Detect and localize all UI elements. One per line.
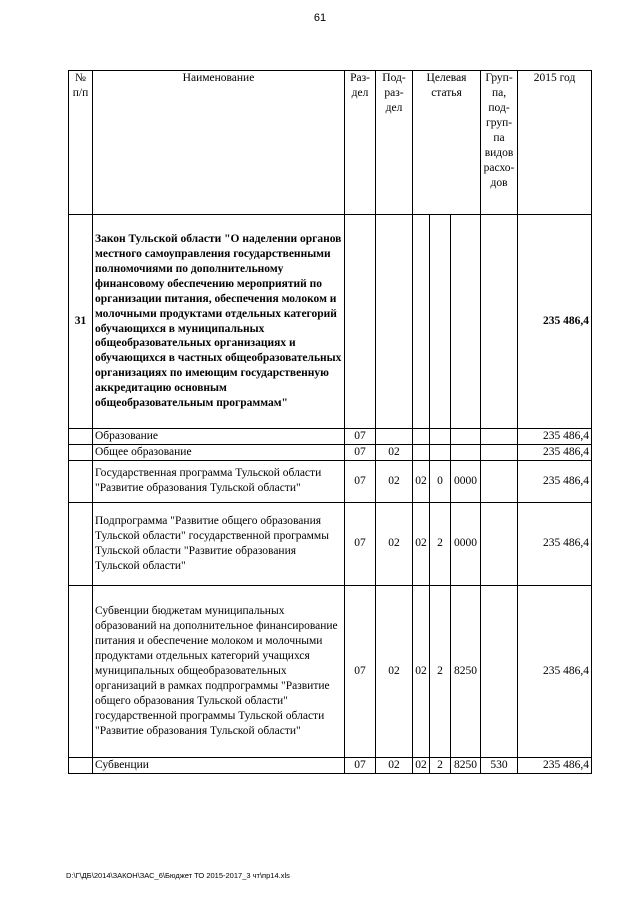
page-number: 61 [313, 12, 327, 24]
table-row [69, 585, 592, 757]
expense-group-cell [481, 444, 518, 460]
table-row [69, 444, 592, 460]
expense-group-cell: 530 [481, 757, 518, 773]
row-name-cell: Государственная программа Тульской области "Развитие образования Тульской области" [93, 460, 345, 502]
target-direction-cell: 8250 [451, 757, 481, 773]
podrazdel-cell [376, 215, 413, 429]
header-name: Наименование [93, 71, 345, 215]
expense-group-cell [481, 460, 518, 502]
razdel-cell: 07 [345, 757, 376, 773]
razdel-cell: 07 [345, 429, 376, 445]
header-row [69, 71, 592, 215]
target-direction-cell [451, 444, 481, 460]
row-number-cell [69, 460, 93, 502]
amount-cell: 235 486,4 [518, 757, 592, 773]
target-direction-cell [451, 215, 481, 429]
row-name-cell: Образование [93, 429, 345, 445]
expense-group-cell [481, 502, 518, 585]
header-group: Груп- па, под- груп- па видов расхо- дов [481, 71, 518, 215]
amount-cell: 235 486,4 [518, 502, 592, 585]
amount-cell: 235 486,4 [518, 460, 592, 502]
target-program-cell [413, 444, 430, 460]
row-number-cell [69, 429, 93, 445]
table-row [69, 429, 592, 445]
razdel-cell [345, 215, 376, 429]
target-subprogram-cell: 2 [430, 757, 451, 773]
expense-group-cell [481, 215, 518, 429]
razdel-cell: 07 [345, 502, 376, 585]
target-subprogram-cell [430, 444, 451, 460]
target-program-cell: 02 [413, 585, 430, 757]
podrazdel-cell: 02 [376, 444, 413, 460]
razdel-cell: 07 [345, 460, 376, 502]
header-num: № п/п [69, 71, 93, 215]
table-body [69, 71, 592, 774]
table-row [69, 460, 592, 502]
target-program-cell: 02 [413, 502, 430, 585]
razdel-cell: 07 [345, 444, 376, 460]
row-name-cell: Субвенции бюджетам муниципальных образований на дополнительное финансирование питания и обеспечение молоком и молочными продуктами отдельных категорий учащихся муниципальных общеобразовательных организаций в рамках подпрограммы "Развитие общего образования Тульской области" государственной программы Тульской области "Развитие образования Тульской области" [93, 585, 345, 757]
amount-cell: 235 486,4 [518, 585, 592, 757]
row-name-cell: Субвенции [93, 757, 345, 773]
amount-cell: 235 486,4 [518, 429, 592, 445]
podrazdel-cell: 02 [376, 585, 413, 757]
row-name-cell: Общее образование [93, 444, 345, 460]
target-program-cell [413, 429, 430, 445]
target-subprogram-cell: 2 [430, 585, 451, 757]
table-row [69, 215, 592, 429]
target-subprogram-cell: 2 [430, 502, 451, 585]
table-row [69, 757, 592, 773]
target-direction-cell [451, 429, 481, 445]
razdel-cell: 07 [345, 585, 376, 757]
expense-group-cell [481, 429, 518, 445]
row-number-cell [69, 757, 93, 773]
podrazdel-cell: 02 [376, 460, 413, 502]
table-row [69, 502, 592, 585]
budget-table [68, 70, 592, 774]
row-name-cell: Подпрограмма "Развитие общего образования Тульской области" государственной программы Тульской области "Развитие образования Тульской области" [93, 502, 345, 585]
row-name-cell: Закон Тульской области "О наделении органов местного самоуправления государственными полномочиями по дополнительному финансовому обеспечению мероприятий по организации питания, обеспечения молоком и молочными продуктами отдельных категорий обучающихся в муниципальных общеобразовательных организациях и обучающихся в частных общеобразовательных организациях по имеющим государственную аккредитацию основным общеобразовательным программам" [93, 215, 345, 429]
podrazdel-cell [376, 429, 413, 445]
target-subprogram-cell [430, 215, 451, 429]
target-direction-cell: 0000 [451, 460, 481, 502]
podrazdel-cell: 02 [376, 502, 413, 585]
footer-file-path: D:\Г\ДБ\2014\ЗАКОН\ЗАС_6\Бюджет ТО 2015-2017_3 чт\пр14.xls [66, 871, 290, 880]
target-direction-cell: 0000 [451, 502, 481, 585]
target-program-cell: 02 [413, 757, 430, 773]
amount-cell: 235 486,4 [518, 444, 592, 460]
target-subprogram-cell [430, 429, 451, 445]
target-program-cell [413, 215, 430, 429]
row-number-cell: 31 [69, 215, 93, 429]
target-program-cell: 02 [413, 460, 430, 502]
expense-group-cell [481, 585, 518, 757]
row-number-cell [69, 502, 93, 585]
row-number-cell [69, 444, 93, 460]
header-target: Целевая статья [413, 71, 481, 215]
header-razdel: Раз- дел [345, 71, 376, 215]
target-subprogram-cell: 0 [430, 460, 451, 502]
header-podrazdel: Под- раз- дел [376, 71, 413, 215]
target-direction-cell: 8250 [451, 585, 481, 757]
amount-cell: 235 486,4 [518, 215, 592, 429]
podrazdel-cell: 02 [376, 757, 413, 773]
row-number-cell [69, 585, 93, 757]
header-year: 2015 год [518, 71, 592, 215]
